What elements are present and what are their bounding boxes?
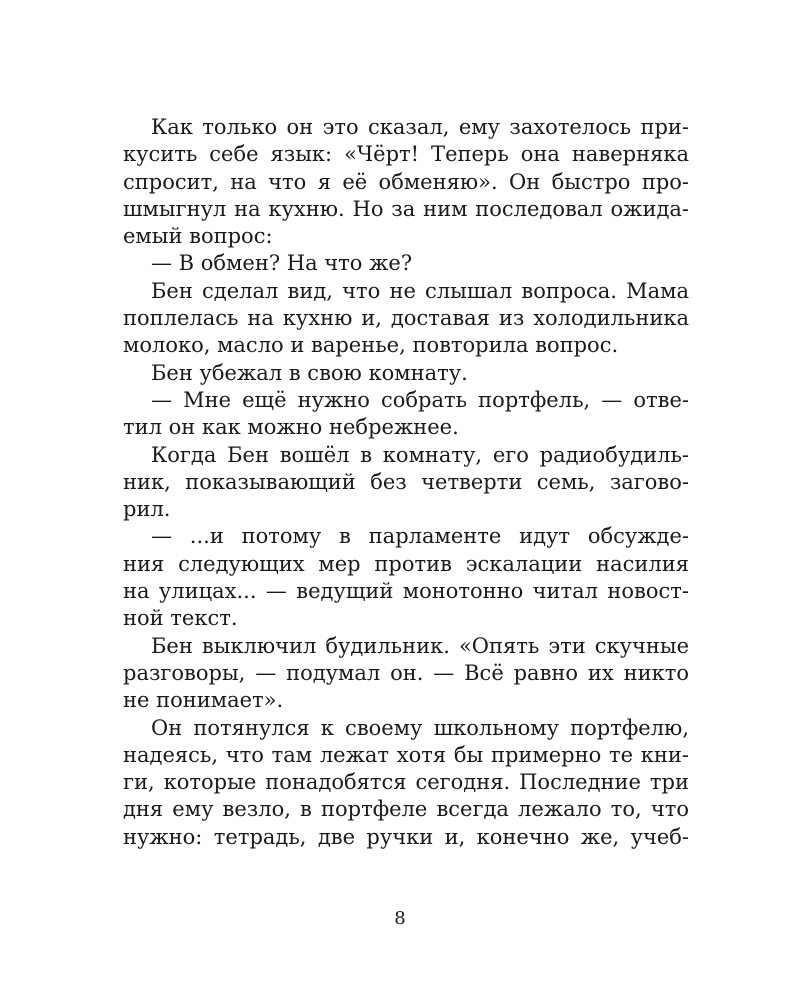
text-line: Как только он это сказал, ему захотелось при- <box>151 115 689 139</box>
text-line: рил. <box>123 497 171 522</box>
text-line: — ...и потому в парламенте идут обсужде- <box>151 524 689 549</box>
text-line: дня ему везло, в портфеле всегда лежало то, что <box>123 797 689 822</box>
text-line: тил он как можно небрежнее. <box>123 415 459 440</box>
text-line: ния следующих мер против эскалации насилия <box>123 551 689 576</box>
page-body <box>123 114 689 851</box>
text-line: не понимает». <box>123 688 284 713</box>
text-line: на улицах... — ведущий монотонно читал новост- <box>123 579 689 604</box>
text-line: Бен выключил будильник. «Опять эти скучные <box>151 633 689 658</box>
text-line: разговоры, — подумал он. — Всё равно их никто <box>123 660 689 685</box>
text-line: Когда Бен вошёл в комнату, его радиобудиль- <box>151 442 689 467</box>
text-line: поплелась на кухню и, доставая из холодильника <box>123 306 689 331</box>
text-line: спросит, на что я её обменяю». Он быстро про- <box>123 169 689 194</box>
text-line: кусить себе язык: «Чёрт! Теперь она наверняка <box>123 142 689 167</box>
text-line: ник, показывающий без четверти семь, загово- <box>123 469 689 494</box>
text-line: емый вопрос: <box>123 224 273 249</box>
text-line: шмыгнул на кухню. Но за ним последовал ожида- <box>123 196 689 221</box>
text-line: Бен сделал вид, что не слышал вопроса. Мама <box>151 278 689 303</box>
text-line: нужно: тетрадь, две ручки и, конечно же, учеб- <box>123 824 689 849</box>
text-line: — Мне ещё нужно собрать портфель, — отве- <box>151 387 689 412</box>
text-line: ной текст. <box>123 606 238 631</box>
text-line: Бен убежал в свою комнату. <box>151 360 468 385</box>
page-number: 8 <box>394 908 406 929</box>
text-line: Он потянулся к своему школьному портфелю, <box>151 715 689 740</box>
text-line: надеясь, что там лежат хотя бы примерно те кни- <box>123 742 689 767</box>
text-line: молоко, масло и варенье, повторила вопрос. <box>123 333 619 358</box>
text-line: ги, которые понадобятся сегодня. Последние три <box>123 770 689 795</box>
text-line: — В обмен? На что же? <box>151 251 413 276</box>
